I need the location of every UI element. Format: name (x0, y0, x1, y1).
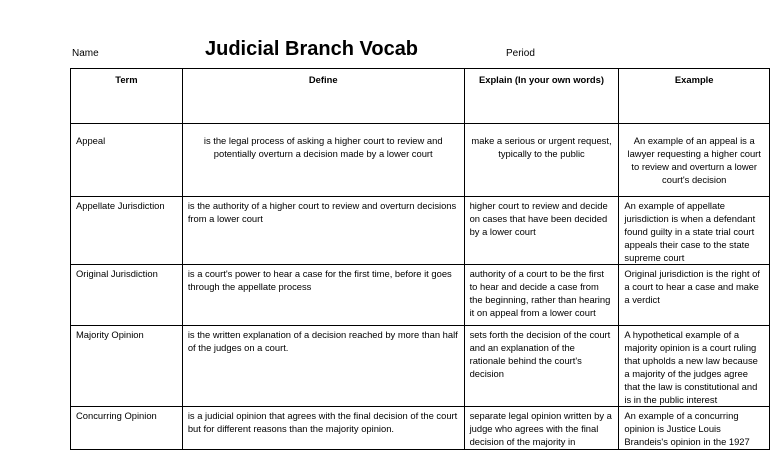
explain-cell: make a serious or urgent request, typically to the public (464, 124, 619, 197)
vocab-table (70, 68, 770, 450)
table-row (71, 197, 770, 265)
column-header-explain: Explain (In your own words) (464, 69, 619, 124)
table-row (71, 326, 770, 407)
table-header-row (71, 69, 770, 124)
explain-cell: authority of a court to be the first to hear and decide a case from the beginning, rather than hearing it on appeal from a lower court (464, 265, 619, 326)
define-cell: is the legal process of asking a higher court to review and potentially overturn a decision made by a lower court (182, 124, 464, 197)
define-cell: is a court's power to hear a case for the first time, before it goes through the appellate process (182, 265, 464, 326)
define-cell: is a judicial opinion that agrees with the final decision of the court but for different reasons than the majority opinion. (182, 407, 464, 450)
column-header-example: Example (619, 69, 770, 124)
example-cell: An example of an appeal is a lawyer requesting a higher court to review and overturn a lower court's decision (619, 124, 770, 197)
page-title: Judicial Branch Vocab (205, 38, 419, 60)
example-cell: A hypothetical example of a majority opinion is a court ruling that upholds a new law because a majority of the judges agree that the law is constitutional and is in the public interest (619, 326, 770, 407)
table-row (71, 407, 770, 450)
define-cell: is the written explanation of a decision reached by more than half of the judges on a court. (182, 326, 464, 407)
name-label: Name (72, 48, 99, 59)
period-label: Period (506, 48, 535, 59)
define-cell: is the authority of a higher court to review and overturn decisions from a lower court (182, 197, 464, 265)
term-cell: Appeal (71, 124, 183, 197)
explain-cell: sets forth the decision of the court and an explanation of the rationale behind the court's decision (464, 326, 619, 407)
term-cell: Appellate Jurisdiction (71, 197, 183, 265)
explain-cell: separate legal opinion written by a judge who agrees with the final decision of the majority in (464, 407, 619, 450)
example-cell: An example of a concurring opinion is Justice Louis Brandeis's opinion in the 1927 (619, 407, 770, 450)
table-row (71, 124, 770, 197)
column-header-term: Term (71, 69, 183, 124)
term-cell: Majority Opinion (71, 326, 183, 407)
example-cell: Original jurisdiction is the right of a court to hear a case and make a verdict (619, 265, 770, 326)
term-cell: Concurring Opinion (71, 407, 183, 450)
term-cell: Original Jurisdiction (71, 265, 183, 326)
explain-cell: higher court to review and decide on cases that have been decided by a lower court (464, 197, 619, 265)
example-cell: An example of appellate jurisdiction is when a defendant found guilty in a state trial court appeals their case to the state supreme court (619, 197, 770, 265)
column-header-define: Define (182, 69, 464, 124)
table-row (71, 265, 770, 326)
